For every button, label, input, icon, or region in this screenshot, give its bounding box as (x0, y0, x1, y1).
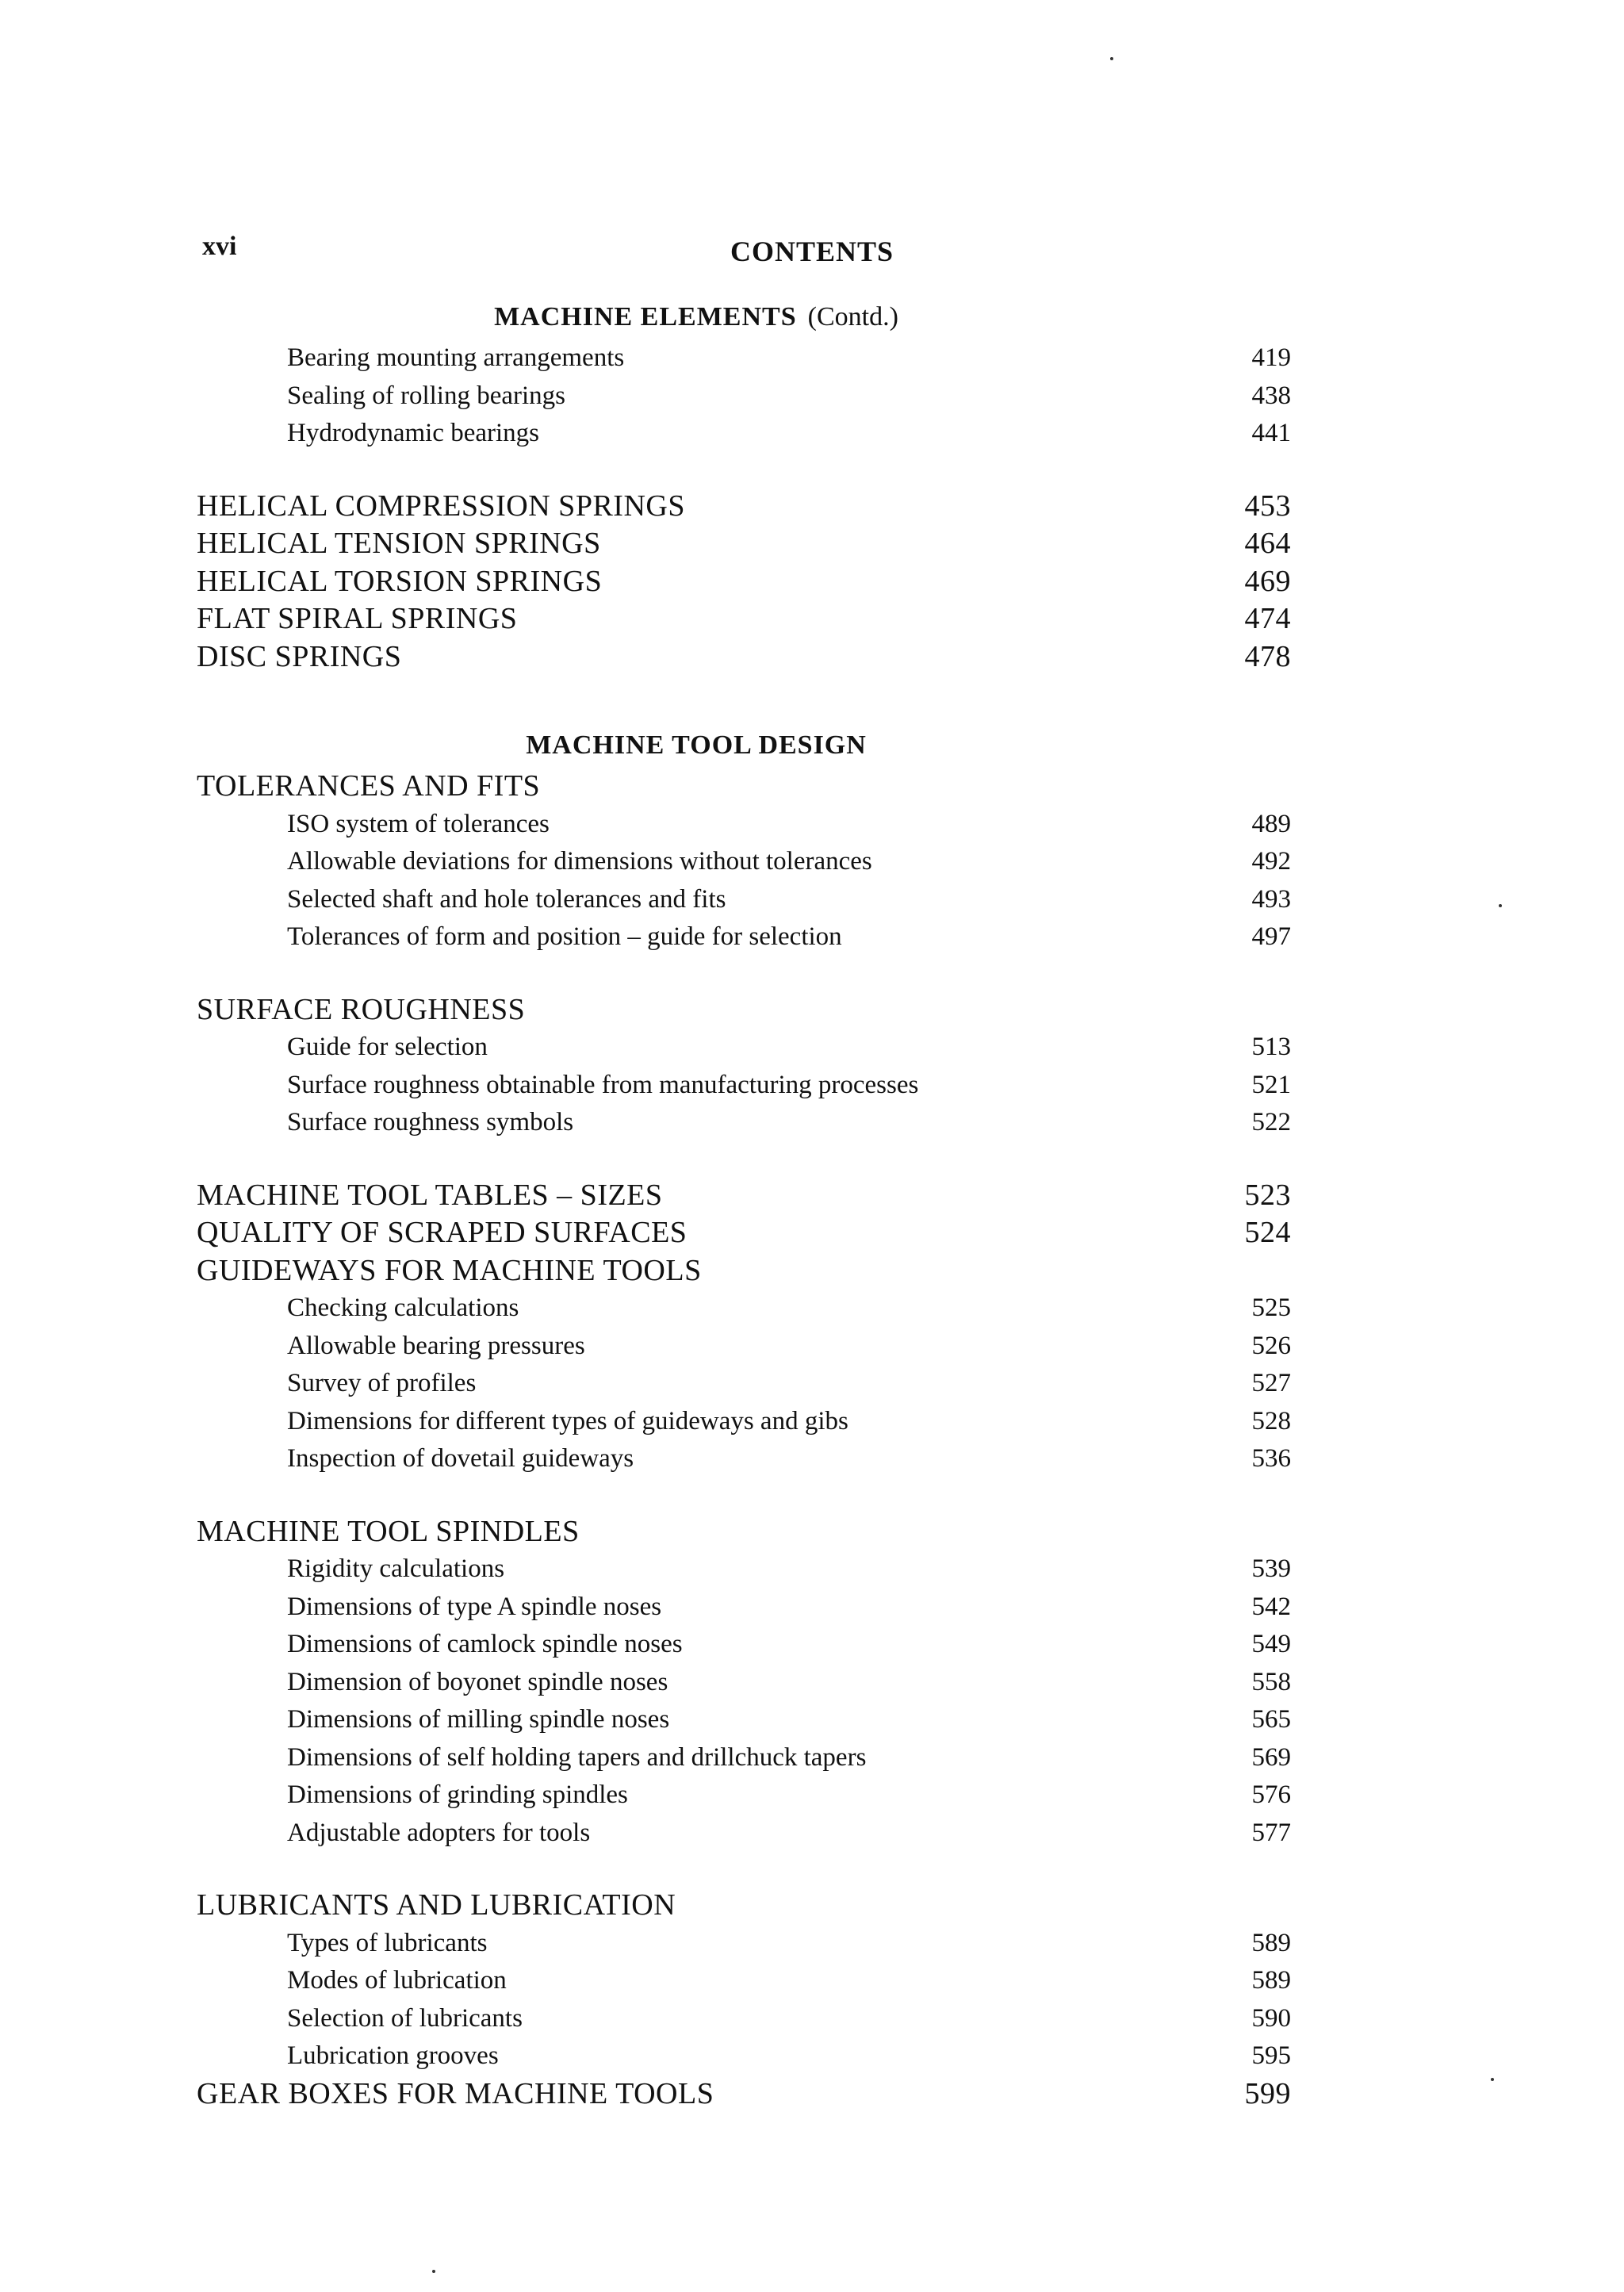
toc-sub-entry[interactable] (197, 1550, 1291, 1589)
toc-entry-page: 528 (1251, 1406, 1291, 1435)
toc-entry-label: Hydrodynamic bearings (287, 419, 539, 447)
toc-heading-entry[interactable] (197, 525, 1291, 563)
toc-entry-label: FLAT SPIRAL SPRINGS (197, 602, 518, 635)
toc-sub-entry[interactable] (197, 1290, 1291, 1328)
toc-sub-entry[interactable] (197, 1440, 1291, 1478)
toc-entry-page: 589 (1251, 1966, 1291, 1995)
toc-entry-page: 569 (1251, 1742, 1291, 1772)
toc-entry-label: HELICAL TORSION SPRINGS (197, 564, 603, 598)
toc-sub-entry[interactable] (197, 378, 1291, 416)
toc-sub-entry[interactable] (197, 1589, 1291, 1627)
toc-heading-entry[interactable] (197, 1177, 1291, 1215)
toc-entry-page: 539 (1251, 1554, 1291, 1583)
toc-sub-entry[interactable] (197, 1328, 1291, 1366)
toc-sub-entry[interactable] (197, 1776, 1291, 1815)
toc-entry-label: Types of lubricants (287, 1928, 488, 1957)
toc-entry-label: Allowable bearing pressures (287, 1331, 585, 1360)
toc-entry-page: 549 (1251, 1630, 1291, 1658)
toc-entry-page: 521 (1251, 1070, 1291, 1099)
toc-entry-page: 497 (1251, 922, 1291, 951)
toc-heading-entry[interactable] (197, 1252, 1291, 1290)
toc-entry-label: Dimensions of self holding tapers and drillchuck tapers (287, 1742, 867, 1772)
toc-sub-entry[interactable] (197, 1365, 1291, 1403)
toc-entry-label: GUIDEWAYS FOR MACHINE TOOLS (197, 1253, 702, 1287)
toc-heading-entry[interactable] (197, 638, 1291, 676)
toc-entry-label: Lubrication grooves (287, 2041, 499, 2070)
scan-speck (1491, 2078, 1494, 2081)
toc-heading-entry[interactable] (197, 1887, 1291, 1925)
toc-entry-label: Selected shaft and hole tolerances and fits (287, 884, 726, 914)
toc-entry-label: MACHINE TOOL TABLES – SIZES (197, 1178, 663, 1212)
section-title (197, 295, 1291, 339)
toc-entry-label: Rigidity calculations (287, 1554, 505, 1583)
scan-speck (1110, 57, 1113, 60)
toc-entry-page: 565 (1251, 1705, 1291, 1734)
toc-entry-page: 576 (1251, 1780, 1291, 1809)
toc-entry-label: Survey of profiles (287, 1369, 477, 1397)
toc-entry-page: 441 (1251, 419, 1291, 447)
section-title-text: MACHINE TOOL DESIGN (526, 730, 867, 760)
toc-entry-page: 523 (1244, 1178, 1291, 1212)
toc-sub-entry[interactable] (197, 1664, 1291, 1702)
toc-sub-entry[interactable] (197, 415, 1291, 453)
toc-entry-label: Surface roughness obtainable from manufacturing processes (287, 1070, 919, 1099)
toc-entry-label: Sealing of rolling bearings (287, 381, 566, 410)
scan-speck (432, 2270, 435, 2273)
toc-sub-entry[interactable] (197, 1701, 1291, 1739)
toc-entry-label: GEAR BOXES FOR MACHINE TOOLS (197, 2076, 714, 2110)
toc-entry-page: 536 (1251, 1444, 1291, 1473)
toc-entry-label: Bearing mounting arrangements (287, 343, 625, 372)
toc-entry-page: 438 (1251, 381, 1291, 410)
toc-entry-page: 453 (1244, 489, 1291, 523)
toc-entry-label: SURFACE ROUGHNESS (197, 992, 526, 1026)
toc-entry-page: 469 (1244, 564, 1291, 598)
toc-heading-entry[interactable] (197, 1214, 1291, 1252)
toc-sub-entry[interactable] (197, 843, 1291, 881)
toc-entry-label: MACHINE TOOL SPINDLES (197, 1514, 580, 1548)
toc-entry-label: HELICAL TENSION SPRINGS (197, 527, 601, 560)
toc-entry-label: DISC SPRINGS (197, 639, 402, 673)
toc-entry-page: 577 (1251, 1818, 1291, 1847)
toc-entry-label: Modes of lubrication (287, 1966, 507, 1995)
toc-sub-entry[interactable] (197, 339, 1291, 378)
toc-entry-page: 489 (1251, 809, 1291, 838)
toc-sub-entry[interactable] (197, 806, 1291, 844)
toc-entry-label: Dimensions of grinding spindles (287, 1780, 628, 1809)
toc-entry-page: 524 (1244, 1216, 1291, 1249)
toc-heading-entry[interactable] (197, 768, 1291, 806)
toc-entry-label: Surface roughness symbols (287, 1108, 574, 1136)
toc-entry-label: Dimensions for different types of guideways and gibs (287, 1406, 848, 1435)
toc-heading-entry[interactable] (197, 600, 1291, 638)
toc-entry-label: Checking calculations (287, 1294, 519, 1322)
toc-sub-entry[interactable] (197, 1925, 1291, 1963)
toc-sub-entry[interactable] (197, 1029, 1291, 1067)
toc-entry-page: 464 (1244, 527, 1291, 560)
toc-entry-label: Dimensions of camlock spindle noses (287, 1630, 683, 1658)
toc-sub-entry[interactable] (197, 1962, 1291, 2000)
toc-entry-label: Inspection of dovetail guideways (287, 1444, 634, 1473)
toc-entry-page: 474 (1244, 602, 1291, 635)
toc-sub-entry[interactable] (197, 1626, 1291, 1664)
toc-heading-entry[interactable] (197, 488, 1291, 526)
toc-entry-label: TOLERANCES AND FITS (197, 769, 541, 803)
toc-entry-label: Dimension of boyonet spindle noses (287, 1667, 668, 1696)
toc-entry-page: 595 (1251, 2041, 1291, 2070)
toc-sub-entry[interactable] (197, 918, 1291, 956)
toc-sub-entry[interactable] (197, 2037, 1291, 2075)
toc-sub-entry[interactable] (197, 1403, 1291, 1441)
toc-heading-entry[interactable] (197, 1513, 1291, 1551)
toc-entry-label: ISO system of tolerances (287, 809, 550, 838)
toc-sub-entry[interactable] (197, 1739, 1291, 1777)
toc-entry-page: 493 (1251, 884, 1291, 914)
toc-entry-label: Guide for selection (287, 1033, 488, 1061)
section-title-text: MACHINE ELEMENTS (494, 302, 797, 332)
toc-sub-entry[interactable] (197, 1815, 1291, 1853)
toc-entry-label: Dimensions of type A spindle noses (287, 1592, 662, 1621)
scan-speck (1499, 904, 1502, 907)
entry-spacer (197, 1852, 1291, 1887)
toc-entry-page: 589 (1251, 1928, 1291, 1957)
page-title: CONTENTS (730, 236, 894, 267)
toc-entry-page: 419 (1251, 343, 1291, 372)
toc-entry-page: 525 (1251, 1294, 1291, 1322)
toc-entry-page: 590 (1251, 2003, 1291, 2033)
page-number: xvi (202, 232, 237, 261)
toc-heading-entry[interactable] (197, 563, 1291, 601)
toc-entry-page: 513 (1251, 1033, 1291, 1061)
toc-entry-label: Dimensions of milling spindle noses (287, 1705, 670, 1734)
toc-entry-page: 527 (1251, 1369, 1291, 1397)
toc-entry-label: HELICAL COMPRESSION SPRINGS (197, 489, 685, 523)
section-title-suffix: (Contd.) (807, 302, 898, 332)
toc-entry-label: Tolerances of form and position – guide for selection (287, 922, 842, 951)
toc-entry-page: 526 (1251, 1331, 1291, 1360)
toc-entry-label: Selection of lubricants (287, 2003, 523, 2033)
entry-spacer (197, 1142, 1291, 1177)
table-of-contents (197, 295, 1291, 2113)
entry-spacer (197, 453, 1291, 488)
toc-entry-page: 542 (1251, 1592, 1291, 1621)
toc-entry-page: 522 (1251, 1108, 1291, 1136)
toc-heading-entry[interactable] (197, 991, 1291, 1029)
toc-sub-entry[interactable] (197, 1104, 1291, 1142)
toc-entry-page: 492 (1251, 847, 1291, 876)
section-title (197, 723, 1291, 768)
toc-sub-entry[interactable] (197, 1067, 1291, 1105)
entry-spacer (197, 1478, 1291, 1513)
toc-entry-page: 558 (1251, 1667, 1291, 1696)
toc-sub-entry[interactable] (197, 2000, 1291, 2038)
toc-entry-label: LUBRICANTS AND LUBRICATION (197, 1888, 676, 1922)
toc-entry-page: 478 (1244, 639, 1291, 673)
toc-entry-label: QUALITY OF SCRAPED SURFACES (197, 1216, 688, 1249)
section-spacer (197, 676, 1291, 723)
toc-entry-label: Adjustable adopters for tools (287, 1818, 591, 1847)
toc-entry-label: Allowable deviations for dimensions without tolerances (287, 847, 872, 876)
toc-sub-entry[interactable] (197, 881, 1291, 919)
toc-entry-page: 599 (1244, 2076, 1291, 2110)
entry-spacer (197, 956, 1291, 991)
toc-heading-entry[interactable] (197, 2075, 1291, 2114)
